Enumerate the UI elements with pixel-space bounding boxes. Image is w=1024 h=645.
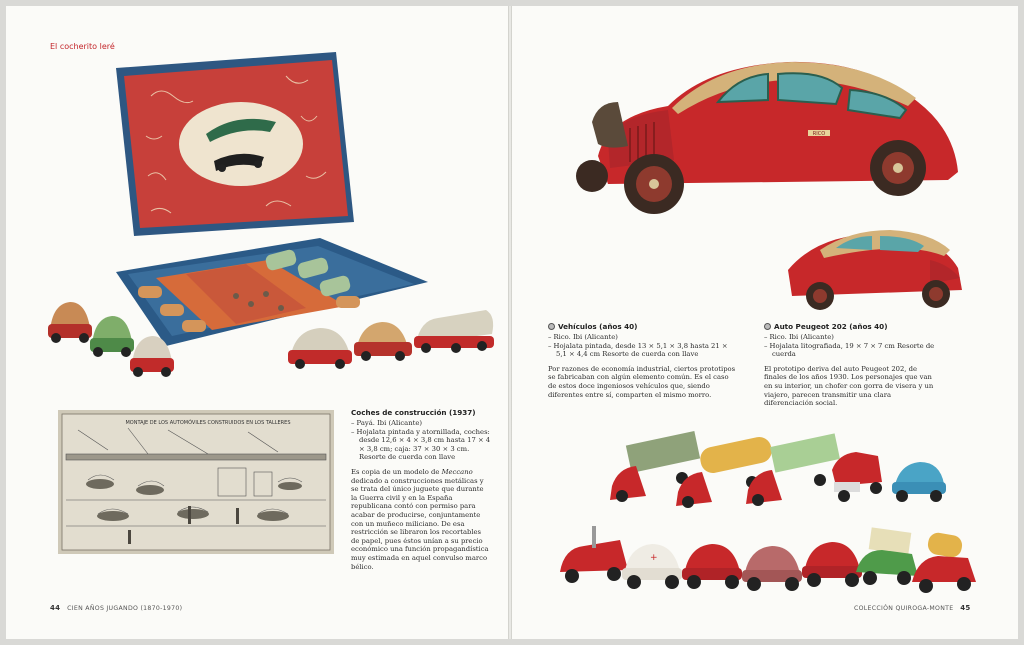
caption-specs — [351, 419, 491, 462]
print-heading: MONTAJE DE LOS AUTOMÓVILES CONSTRUIDOS EN LOS TALLERES — [125, 420, 291, 426]
spec-line: – Hojalata pintada y atornillada, coches: desde 12,6 × 4 × 3,8 cm hasta 17 × 4 × 3,8 cm; caja: 37 × 30 × 3 cm. Resorte de cuerda con llave — [351, 427, 491, 462]
spec-line: – Rico. Ibi (Alicante) — [764, 333, 834, 341]
twelve-vehicles-photo — [552, 426, 992, 596]
book-title: CIEN AÑOS JUGANDO (1870-1970) — [67, 605, 183, 612]
spec-line: – Rico. Ibi (Alicante) — [548, 333, 618, 341]
construction-cars-caption — [351, 408, 491, 571]
car-plate: RICO — [812, 131, 826, 137]
caption-specs — [548, 333, 738, 359]
spec-line: – Payá. Ibi (Alicante) — [351, 419, 423, 427]
spec-line: – Hojalata litografiada, 19 × 7 × 7 cm Resorte de cuerda — [764, 341, 935, 359]
peugeot-caption — [764, 322, 936, 408]
caption-body: El prototipo deriva del auto Peugeot 202, de finales de los años 1930. Los personajes que van en su interior, un chofer con gorra de visera y un viajero, parecen transmitir una clara diferenciación social. — [764, 364, 934, 408]
caption-specs — [764, 333, 936, 359]
vintage-assembly-print — [58, 410, 334, 554]
section-label: El cocherito leré — [50, 42, 115, 51]
collection-title: COLECCIÓN QUIROGA-MONTE — [854, 605, 954, 612]
page-number: 44 — [50, 604, 61, 612]
peugeot-car-small-photo — [780, 220, 980, 316]
bullet-icon — [548, 323, 555, 330]
svg-text:+: + — [650, 553, 658, 563]
left-page — [6, 6, 508, 639]
peugeot-car-large-photo — [568, 44, 968, 224]
right-folio — [854, 604, 971, 612]
vehicles-caption — [548, 322, 738, 399]
caption-title: Coches de construcción (1937) — [351, 408, 476, 417]
caption-title: Vehículos (años 40) — [548, 322, 738, 331]
spec-line: – Hojalata pintada, desde 13 × 5,1 × 3,8 hasta 21 × 5,1 × 4,4 cm Resorte de cuerda con llave — [548, 341, 728, 359]
right-page — [512, 6, 1018, 639]
caption-body: Es copia de un modelo de Meccano dedicado a construcciones metálicas y se trata del único juguete que durante la Guerra civil y en la España republicana contó con permiso para acabar de producirse, conjuntamente con un muñeco miliciano. De esa restricción se libraron los recortables de papel, pues éstos unían a su precio económico una función propagandística muy estimada en aquel convulso marco bélico. — [351, 467, 489, 571]
bullet-icon — [764, 323, 771, 330]
construction-cars-box-photo — [36, 46, 496, 386]
caption-title: Auto Peugeot 202 (años 40) — [764, 322, 936, 331]
page-number: 45 — [960, 604, 971, 612]
left-folio — [50, 604, 182, 612]
caption-body: Por razones de economía industrial, ciertos prototipos se fabricaban con algún elemento común. Es el caso de estos doce ingeniosos vehículos que, siendo diferentes entre sí, comparten el mismo morro. — [548, 364, 736, 399]
